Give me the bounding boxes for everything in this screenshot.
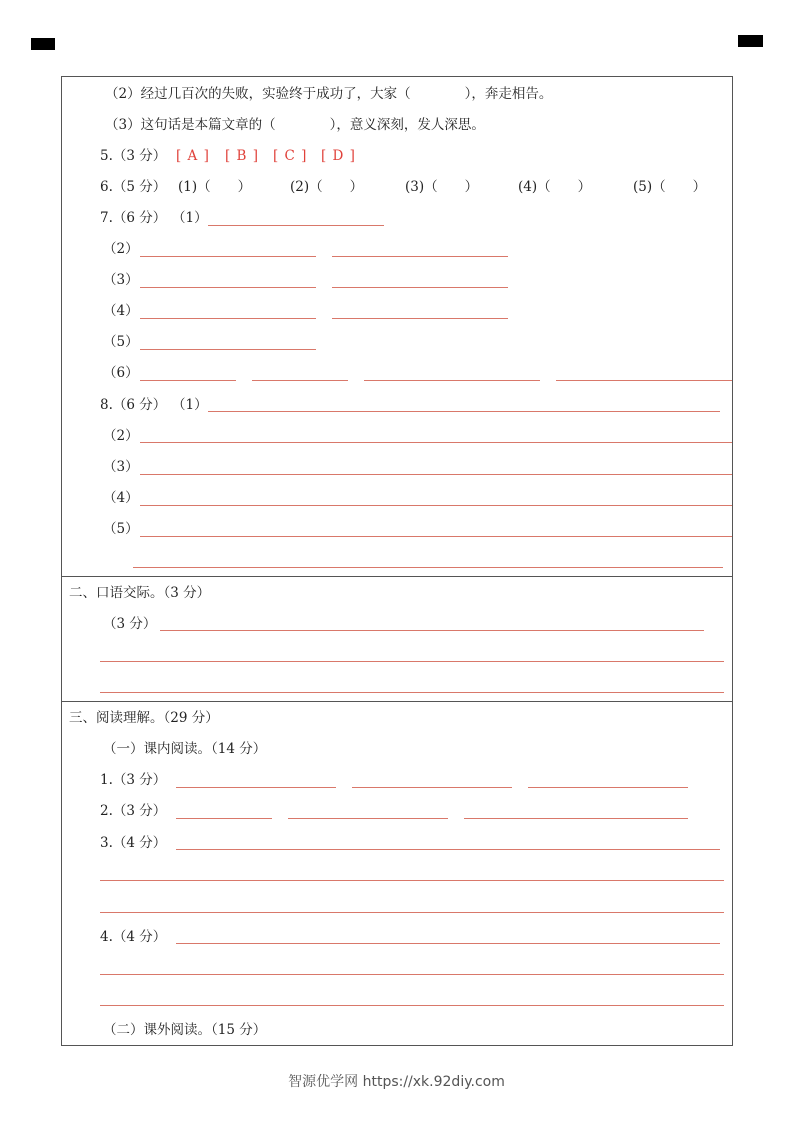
s3-q1-label: 1.（3 分）: [100, 772, 167, 788]
s3-q2-label: 2.（3 分）: [100, 803, 167, 819]
q8-sub2-answer-line[interactable]: [140, 442, 732, 443]
q7-sub6-answer-line-3[interactable]: [364, 380, 540, 381]
q8-sub5-answer-line[interactable]: [140, 536, 732, 537]
registration-mark-right: [738, 35, 763, 47]
q7-label: 7.（6 分）: [100, 210, 167, 226]
q8-sub3-answer-line[interactable]: [140, 474, 732, 475]
q7-sub1-answer-line[interactable]: [208, 225, 384, 226]
q8-sub5-answer-line-extra[interactable]: [133, 567, 723, 568]
s3-q3-answer-line-3[interactable]: [100, 912, 724, 913]
s3-q3-answer-line-1[interactable]: [176, 849, 720, 850]
q5-option-c[interactable]: [ C ]: [273, 148, 308, 164]
section2-answer-line-1[interactable]: [160, 630, 704, 631]
section2-heading: 二、口语交际。（3 分）: [69, 585, 211, 601]
q7-sub4-answer-line-1[interactable]: [140, 318, 316, 319]
section2-item-label: （3 分）: [103, 616, 157, 632]
registration-mark-left: [31, 38, 55, 50]
q5-label: 5.（3 分）: [100, 148, 167, 164]
s3-q4-label: 4.（4 分）: [100, 929, 167, 945]
q8-sub5-label: （5）: [103, 521, 139, 537]
q6-item-2[interactable]: (2)（ ）: [290, 179, 364, 195]
q8-sub1-answer-line[interactable]: [208, 411, 720, 412]
q7-sub2-answer-line-2[interactable]: [332, 256, 508, 257]
q8-sub3-label: （3）: [103, 459, 139, 475]
q8-label: 8.（6 分）: [100, 397, 167, 413]
q5-option-d[interactable]: [ D ]: [321, 148, 356, 164]
q7-sub5-label: （5）: [103, 334, 139, 350]
q7-sub1-label: （1）: [172, 210, 208, 226]
s3-q4-answer-line-1[interactable]: [176, 943, 720, 944]
q7-sub4-answer-line-2[interactable]: [332, 318, 508, 319]
s3-q2-answer-line-1[interactable]: [176, 818, 272, 819]
q6-item-1[interactable]: (1)（ ）: [178, 179, 252, 195]
q6-item-3[interactable]: (3)（ ）: [405, 179, 479, 195]
q7-sub2-label: （2）: [103, 241, 139, 257]
s3-q3-answer-line-2[interactable]: [100, 880, 724, 881]
q8-sub4-answer-line[interactable]: [140, 505, 732, 506]
q7-sub5-answer-line[interactable]: [140, 349, 316, 350]
q8-sub1-label: （1）: [172, 397, 208, 413]
q5-option-b[interactable]: [ B ]: [225, 148, 260, 164]
q7-sub3-answer-line-1[interactable]: [140, 287, 316, 288]
q6-item-5[interactable]: (5)（ ）: [633, 179, 707, 195]
s3-q1-answer-line-2[interactable]: [352, 787, 512, 788]
s3-q4-answer-line-2[interactable]: [100, 974, 724, 975]
s3-q3-label: 3.（4 分）: [100, 835, 167, 851]
s3-q1-answer-line-1[interactable]: [176, 787, 336, 788]
footer-watermark: 智源优学网 https://xk.92diy.com: [288, 1074, 505, 1090]
q7-sub4-label: （4）: [103, 303, 139, 319]
q7-sub2-answer-line-1[interactable]: [140, 256, 316, 257]
s3-q2-answer-line-3[interactable]: [464, 818, 688, 819]
q7-sub6-answer-line-2[interactable]: [252, 380, 348, 381]
q7-sub6-answer-line-4[interactable]: [556, 380, 732, 381]
section2-answer-line-3[interactable]: [100, 692, 724, 693]
q4-sub3-text: （3）这句话是本篇文章的（ ），意义深刻，发人深思。: [105, 117, 485, 133]
q4-sub2-text: （2）经过几百次的失败，实验终于成功了，大家（ ），奔走相告。: [105, 86, 553, 102]
s3-q4-answer-line-3[interactable]: [100, 1005, 724, 1006]
section3-part1-heading: （一）课内阅读。（14 分）: [103, 741, 267, 757]
q6-item-4[interactable]: (4)（ ）: [518, 179, 592, 195]
s3-q1-answer-line-3[interactable]: [528, 787, 688, 788]
q6-label: 6.（5 分）: [100, 179, 167, 195]
q7-sub6-answer-line-1[interactable]: [140, 380, 236, 381]
section3-heading: 三、阅读理解。（29 分）: [69, 710, 219, 726]
s3-q2-answer-line-2[interactable]: [288, 818, 448, 819]
q7-sub6-label: （6）: [103, 365, 139, 381]
section3-part2-heading: （二）课外阅读。（15 分）: [103, 1022, 267, 1038]
q7-sub3-answer-line-2[interactable]: [332, 287, 508, 288]
q8-sub4-label: （4）: [103, 490, 139, 506]
q8-sub2-label: （2）: [103, 428, 139, 444]
section2-answer-line-2[interactable]: [100, 661, 724, 662]
q5-option-a[interactable]: [ A ]: [176, 148, 210, 164]
q7-sub3-label: （3）: [103, 272, 139, 288]
